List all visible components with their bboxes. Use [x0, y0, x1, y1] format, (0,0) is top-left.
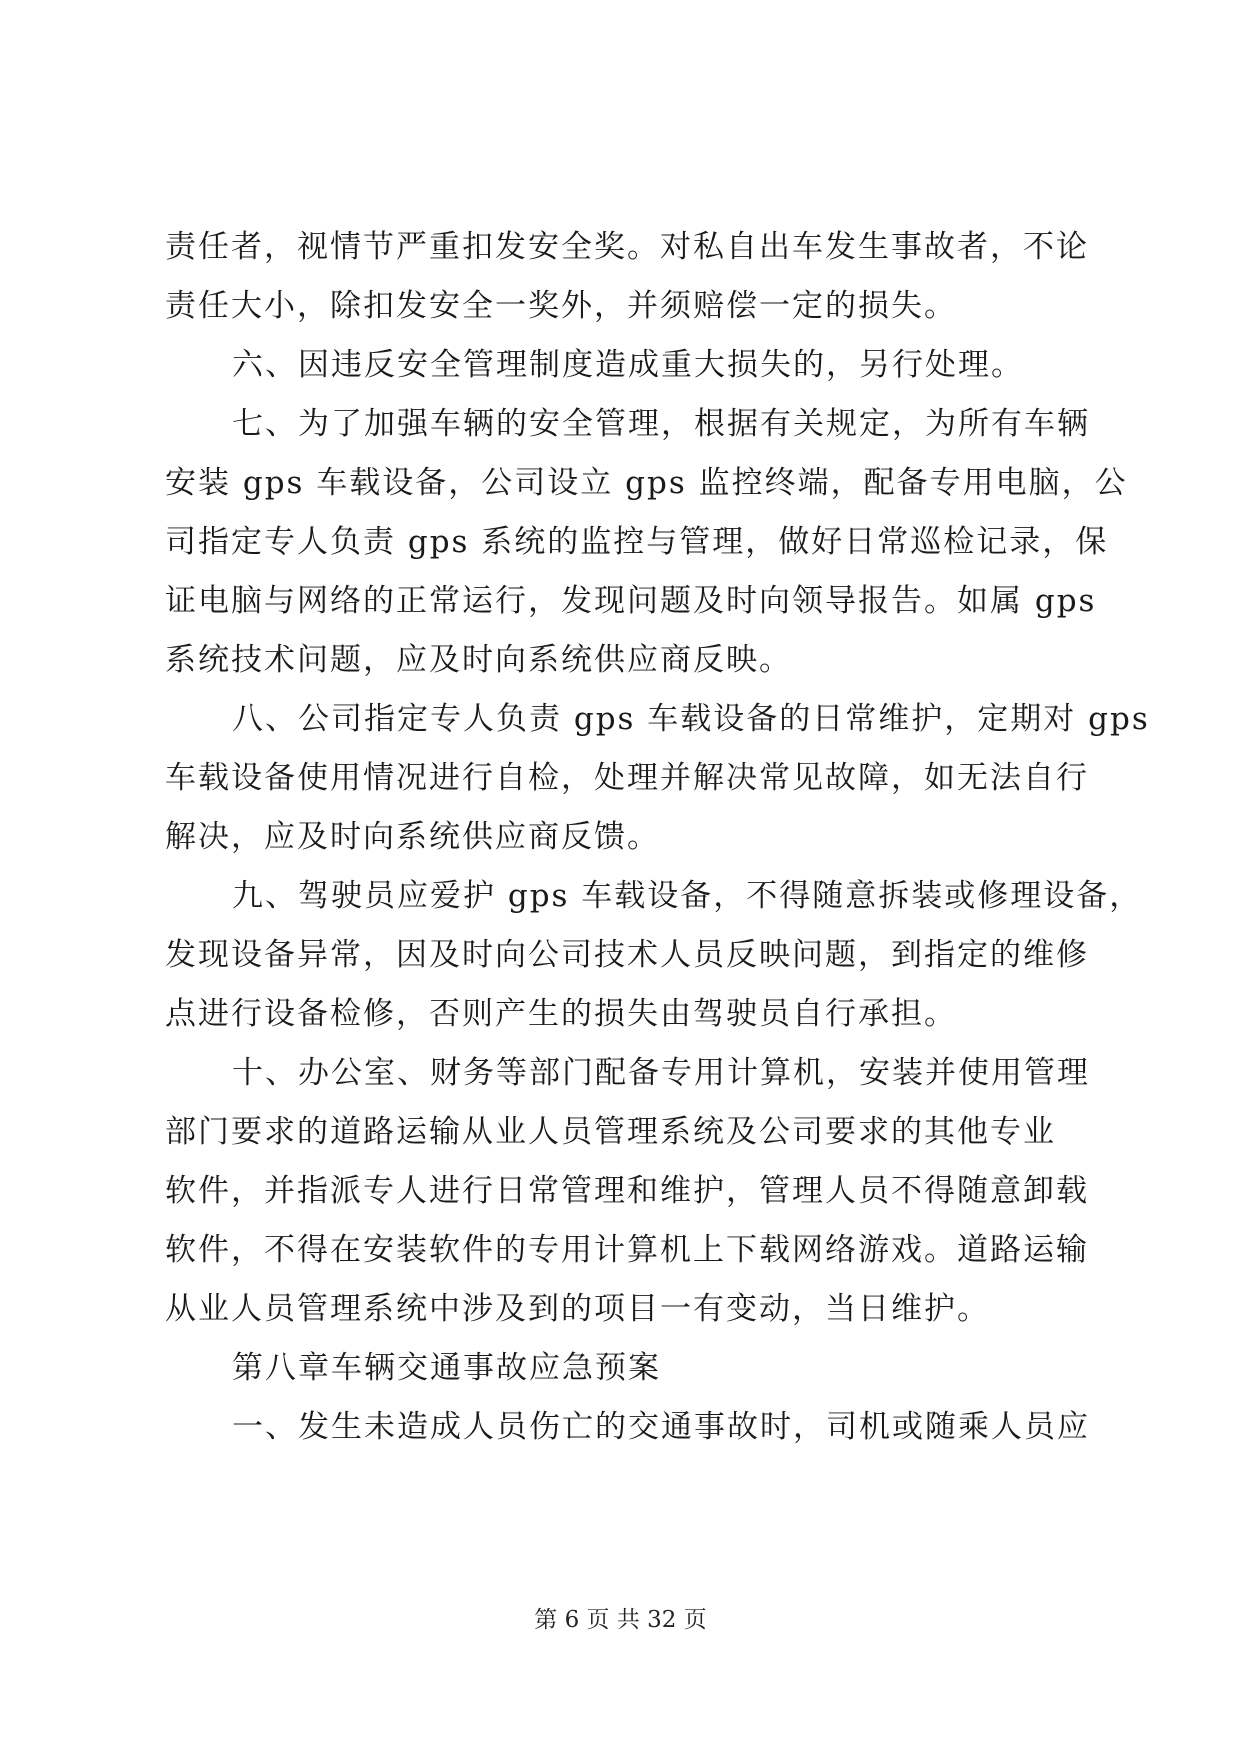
paragraph-six: 六、因违反安全管理制度造成重大损失的，另行处理。: [232, 347, 1024, 383]
text-line: 从业人员管理系统中涉及到的项目一有变动，当日维护。: [165, 1291, 990, 1327]
paragraph-nine: 九、驾驶员应爱护 gps 车载设备，不得随意拆装或修理设备，: [232, 878, 1143, 914]
text-line: 证电脑与网络的正常运行，发现问题及时向领导报告。如属 gps: [165, 583, 1097, 619]
text-line: 车载设备使用情况进行自检，处理并解决常见故障，如无法自行: [165, 760, 1089, 796]
paragraph-seven: 七、为了加强车辆的安全管理，根据有关规定，为所有车辆: [232, 406, 1090, 442]
text-line: 责任者，视情节严重扣发安全奖。对私自出车发生事故者，不论: [165, 229, 1089, 265]
text-line: 系统技术问题，应及时向系统供应商反映。: [165, 642, 792, 678]
paragraph-ten: 十、办公室、财务等部门配备专用计算机，安装并使用管理: [232, 1055, 1090, 1091]
paragraph-eight: 八、公司指定专人负责 gps 车载设备的日常维护，定期对 gps: [232, 701, 1150, 737]
page-number-footer: 第 6 页 共 32 页: [534, 1607, 707, 1633]
text-line: 软件，并指派专人进行日常管理和维护，管理人员不得随意卸载: [165, 1173, 1089, 1209]
text-line: 责任大小，除扣发安全一奖外，并须赔偿一定的损失。: [165, 288, 957, 324]
text-line: 软件，不得在安装软件的专用计算机上下载网络游戏。道路运输: [165, 1232, 1089, 1268]
text-line: 点进行设备检修，否则产生的损失由驾驶员自行承担。: [165, 996, 957, 1032]
text-line: 安装 gps 车载设备，公司设立 gps 监控终端，配备专用电脑，公: [165, 465, 1128, 501]
text-line: 发现设备异常，因及时向公司技术人员反映问题，到指定的维修: [165, 937, 1089, 973]
chapter-heading: 第八章车辆交通事故应急预案: [232, 1350, 661, 1386]
text-line: 司指定专人负责 gps 系统的监控与管理，做好日常巡检记录，保: [165, 524, 1109, 560]
text-line: 部门要求的道路运输从业人员管理系统及公司要求的其他专业: [165, 1114, 1056, 1150]
text-line: 解决，应及时向系统供应商反馈。: [165, 819, 660, 855]
paragraph-one: 一、发生未造成人员伤亡的交通事故时，司机或随乘人员应: [232, 1409, 1090, 1445]
